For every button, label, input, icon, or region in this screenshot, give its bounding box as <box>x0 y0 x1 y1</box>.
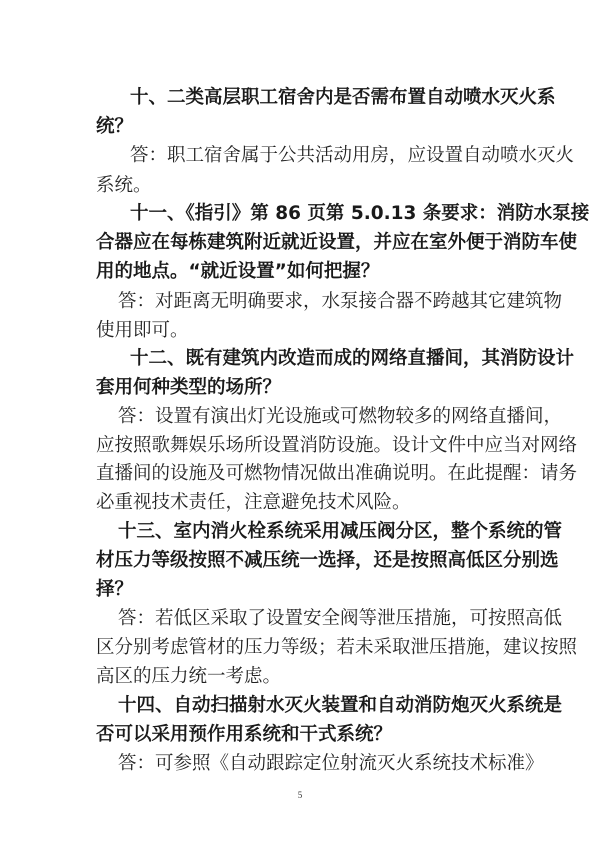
q11-line-2: 合器应在每栋建筑附近就近设置，并应在室外便于消防车使 <box>96 232 578 253</box>
q11-line-1: 十一、《指引》第 86 页第 5.0.13 条要求：消防水泵接 <box>130 203 590 224</box>
a14-line-1: 答：可参照《自动跟踪定位射流灭火系统技术标准》 <box>118 753 544 774</box>
a13-line-1: 答：若低区采取了设置安全阀等泄压措施，可按照高低 <box>118 608 563 629</box>
a12-line-4: 必重视技术责任，注意避免技术风险。 <box>96 492 411 513</box>
q11-line-3: 用的地点。“就近设置”如何把握？ <box>96 261 380 282</box>
page-number: 5 <box>297 790 303 800</box>
a13-line-3: 高区的压力统一考虑。 <box>96 666 282 687</box>
q10-line-1: 十、二类高层职工宿舍内是否需布置自动喷水灭火系 <box>130 87 556 108</box>
q14-line-1: 十四、自动扫描射水灭火装置和自动消防炮灭火系统是 <box>118 695 563 716</box>
a11-line-2: 使用即可。 <box>96 320 189 341</box>
a11-line-1: 答：对距离无明确要求，水泵接合器不跨越其它建筑物 <box>118 291 563 312</box>
a12-line-3: 直播间的设施及可燃物情况做出准确说明。在此提醒：请务 <box>96 463 578 484</box>
q13-line-1: 十三、室内消火栓系统采用减压阀分区，整个系统的管 <box>118 521 563 542</box>
q14-line-2: 否可以采用预作用系统和干式系统？ <box>96 724 393 745</box>
q13-line-2: 材压力等级按照不减压统一选择，还是按照高低区分别选 <box>96 550 559 571</box>
q13-line-3: 择？ <box>96 579 134 600</box>
q12-line-2: 套用何种类型的场所？ <box>96 377 282 398</box>
a10-line-1: 答：职工宿舍属于公共活动用房，应设置自动喷水灭火 <box>130 145 575 166</box>
q12-line-1: 十二、既有建筑内改造而成的网络直播间，其消防设计 <box>130 348 575 369</box>
q10-line-2: 统？ <box>96 116 134 137</box>
a13-line-2: 区分别考虑管材的压力等级；若未采取泄压措施，建议按照 <box>96 637 578 658</box>
a12-line-1: 答：设置有演出灯光设施或可燃物较多的网络直播间， <box>118 406 563 427</box>
a10-line-2: 系统。 <box>96 175 152 196</box>
a12-line-2: 应按照歌舞娱乐场所设置消防设施。设计文件中应当对网络 <box>96 435 578 456</box>
